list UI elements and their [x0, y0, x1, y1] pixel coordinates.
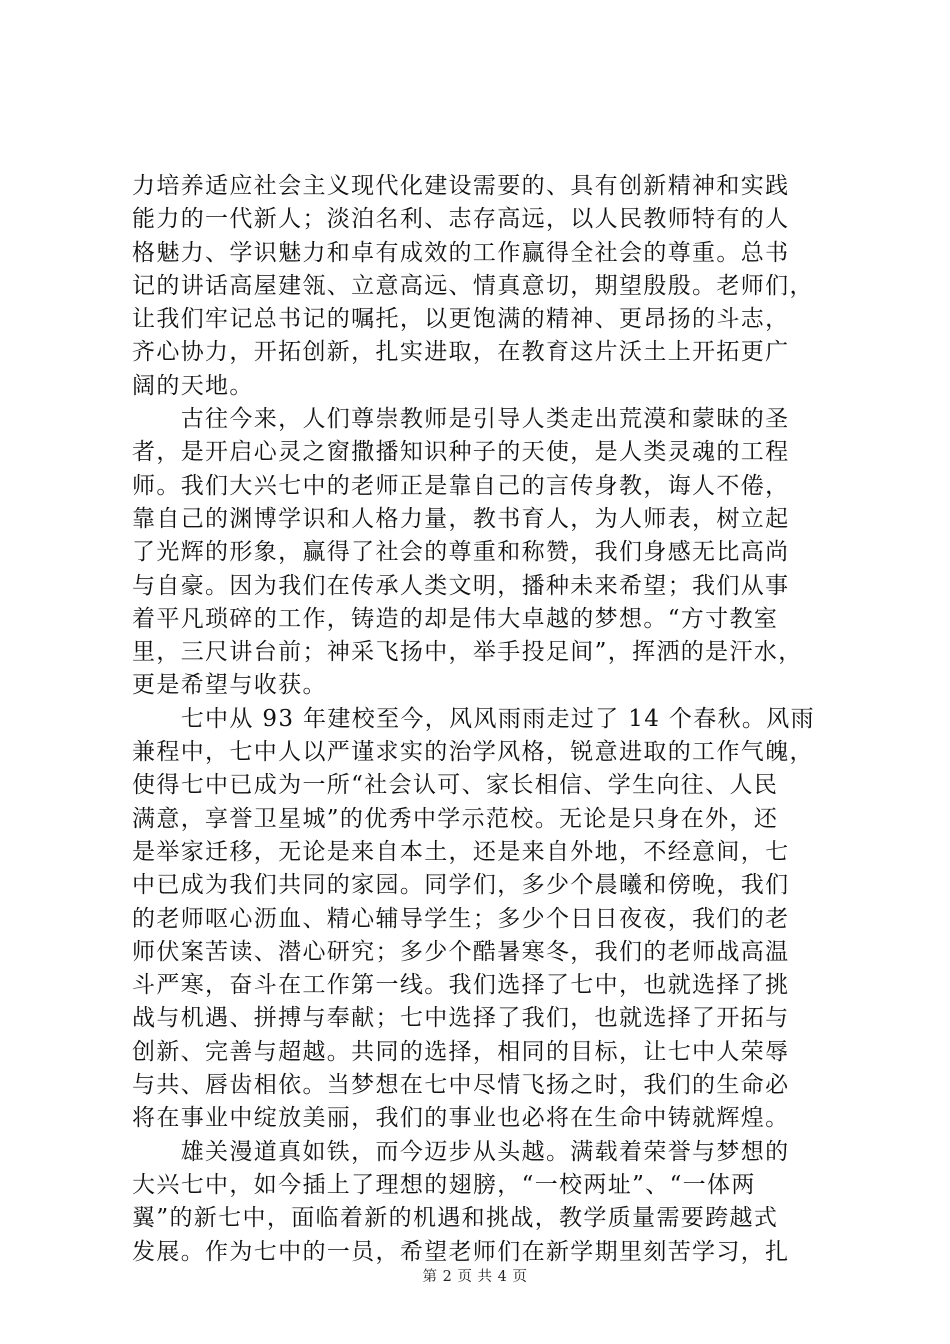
text-line: 阔的天地。	[132, 372, 254, 399]
text-line: 兼程中，七中人以严谨求实的治学风格，锐意进取的工作气魄，	[132, 739, 814, 766]
text-line: 将在事业中绽放美丽，我们的事业也必将在生命中铸就辉煌。	[132, 1105, 790, 1132]
text-line: 翼”的新七中，面临着新的机遇和挑战，教学质量需要跨越式	[132, 1205, 779, 1232]
page-number-label: 第 2 页 共 4 页	[422, 1269, 528, 1285]
text-line: 斗严寒，奋斗在工作第一线。我们选择了七中，也就选择了挑	[132, 972, 790, 999]
text-line: 齐心协力，开拓创新，扎实进取，在教育这片沃土上开拓更广	[132, 339, 790, 366]
text-line: 大兴七中，如今插上了理想的翅膀，“一校两址”、“一体两	[132, 1171, 756, 1198]
text-line: 记的讲话高屋建瓴、立意高远、情真意切，期望殷殷。老师们，	[132, 272, 814, 299]
text-line: 能力的一代新人；淡泊名利、志存高远，以人民教师特有的人	[132, 206, 790, 233]
text-line: 古往今来，人们尊崇教师是引导人类走出荒漠和蒙昧的圣	[132, 406, 790, 433]
body-text	[132, 170, 832, 1269]
text-line: 更是希望与收获。	[132, 672, 327, 699]
text-line: 让我们牢记总书记的嘱托，以更饱满的精神、更昂扬的斗志，	[132, 306, 790, 333]
text-line: 力培养适应社会主义现代化建设需要的、具有创新精神和实践	[132, 173, 790, 199]
text-line: 了光辉的形象，赢得了社会的尊重和称赞，我们身感无比高尚	[132, 539, 790, 566]
text-line: 创新、完善与超越。共同的选择，相同的目标，让七中人荣辱	[132, 1038, 790, 1065]
text-line: 七中从 93 年建校至今，风风雨雨走过了 14 个春秋。风雨	[132, 705, 815, 732]
text-line: 里，三尺讲台前；神采飞扬中，举手投足间”，挥洒的是汗水，	[132, 639, 803, 666]
text-line: 战与机遇、拼搏与奉献；七中选择了我们，也就选择了开拓与	[132, 1005, 790, 1032]
text-line: 与共、唇齿相依。当梦想在七中尽情飞扬之时，我们的生命必	[132, 1072, 790, 1099]
text-line: 雄关漫道真如铁，而今迈步从头越。满载着荣誉与梦想的	[132, 1138, 790, 1165]
text-line: 满意，享誉卫星城”的优秀中学示范校。无论是只身在外，还	[132, 805, 779, 832]
text-line: 使得七中已成为一所“社会认可、家长相信、学生向往、人民	[132, 772, 779, 799]
text-line: 靠自己的渊博学识和人格力量，教书育人，为人师表，树立起	[132, 505, 790, 532]
text-line: 是举家迁移，无论是来自本土，还是来自外地，不经意间，七	[132, 838, 790, 865]
text-line: 师伏案苦读、潜心研究；多少个酷暑寒冬，我们的老师战高温	[132, 938, 790, 965]
text-line: 发展。作为七中的一员，希望老师们在新学期里刻苦学习，扎	[132, 1238, 790, 1265]
text-line: 者，是开启心灵之窗撒播知识种子的天使，是人类灵魂的工程	[132, 439, 790, 466]
text-line: 的老师呕心沥血、精心辅导学生；多少个日日夜夜，我们的老	[132, 905, 790, 932]
text-line: 与自豪。因为我们在传承人类文明，播种未来希望；我们从事	[132, 572, 790, 599]
text-line: 师。我们大兴七中的老师正是靠自己的言传身教，诲人不倦，	[132, 472, 790, 499]
text-line: 着平凡琐碎的工作，铸造的却是伟大卓越的梦想。“方寸教室	[132, 605, 779, 632]
text-line: 格魅力、学识魅力和卓有成效的工作赢得全社会的尊重。总书	[132, 239, 790, 266]
text-line: 中已成为我们共同的家园。同学们，多少个晨曦和傍晚，我们	[132, 872, 790, 899]
page-footer	[0, 1265, 950, 1286]
